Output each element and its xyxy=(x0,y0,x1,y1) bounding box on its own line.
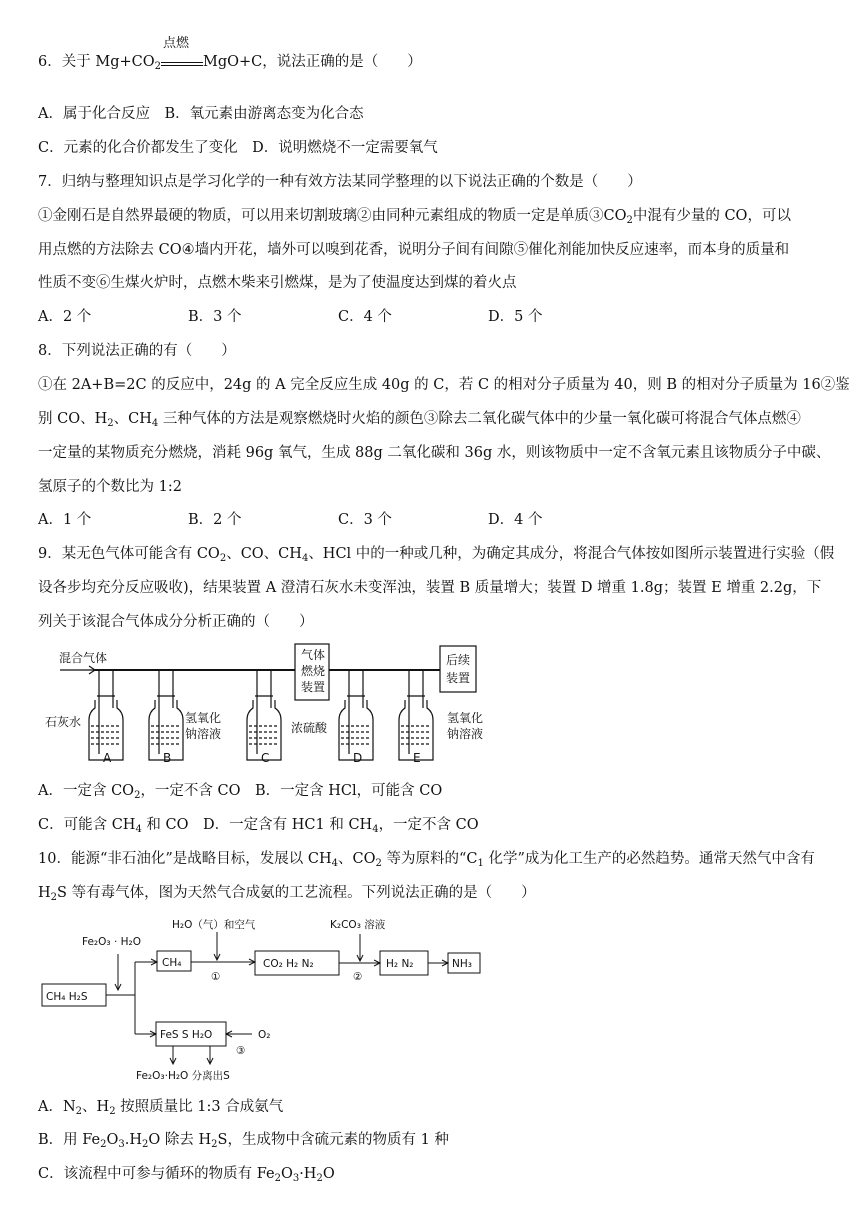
svg-text:O₂: O₂ xyxy=(258,1029,271,1041)
q10-stem-2: $H_2S$ 等有毒气体，图为天然气合成氨的工艺流程。下列说法正确的是（ ） xyxy=(38,885,536,903)
q8-body-4: 氢原子的个数比为 1:2 xyxy=(38,479,182,495)
svg-text:氢氧化: 氢氧化 xyxy=(447,711,484,725)
q9-options-2: C．可能含 $CH_4$ 和 CO D．一定含有 HC1 和 $CH_4$，一定不含 CO xyxy=(38,817,479,835)
q8-stem: 8．下列说法正确的有（ ） xyxy=(38,343,236,359)
q6-options-2: C．元素的化合价都发生了变化 D．说明燃烧不一定需要氧气 xyxy=(38,140,438,156)
q10-stem-1: 10．能源“非石油化”是战略目标，发展以 $CH_4$、$CO_2$ 等为原料的“$C_1$ 化学”成为化工生产的必然趋势。通常天然气中含有 xyxy=(38,851,815,869)
svg-text:A: A xyxy=(103,751,112,765)
q7-body-2: 用点燃的方法除去 CO④墙内开花，墙外可以嗅到花香，说明分子间有间隙⑤催化剂能加快反应速率，而本身的质量和 xyxy=(38,242,790,258)
q9-apparatus-diagram xyxy=(45,642,495,765)
q9-stem-2: 设各步均充分反应吸收)，结果装置 A 澄清石灰水未变浑浊，装置 B 质量增大；装置 D 增重 1.8g；装置 E 增重 2.2g，下 xyxy=(38,580,822,596)
q8-options xyxy=(38,510,836,530)
svg-text:钠溶液: 钠溶液 xyxy=(185,727,222,741)
q8-body-3: 一定量的某物质充分燃烧，消耗 96g 氧气，生成 88g 二氧化碳和 36g 水，则该物质中一定不含氧元素且该物质分子中碳、 xyxy=(38,445,831,461)
q7-body-3: 性质不变⑥生煤火炉时，点燃木柴来引燃煤，是为了使温度达到煤的着火点 xyxy=(38,275,517,291)
svg-text:CH₄ H₂S: CH₄ H₂S xyxy=(46,991,88,1003)
q7-option-b[interactable]: B．3 个 xyxy=(188,309,242,325)
svg-text:FeS S H₂O: FeS S H₂O xyxy=(160,1029,213,1041)
svg-text:石灰水: 石灰水 xyxy=(45,715,82,729)
svg-text:D: D xyxy=(353,751,363,765)
q10-option-c: C．该流程中可参与循环的物质有 $Fe_2O_3\cdot H_2O$ xyxy=(38,1166,335,1184)
svg-text:Fe₂O₃ · H₂O: Fe₂O₃ · H₂O xyxy=(82,936,141,948)
svg-text:C: C xyxy=(261,751,270,765)
q7-stem: 7．归纳与整理知识点是学习化学的一种有效方法某同学整理的以下说法正确的个数是（ ） xyxy=(38,174,642,190)
q9-stem-1: 9．某无色气体可能含有 $CO_2$、CO、$CH_4$、HCl 中的一种或几种，为确定其成分，将混合气体按如图所示装置进行实验（假 xyxy=(38,546,835,564)
q8-body-2: 别 CO、$H_2$、$CH_4$ 三种气体的方法是观察燃烧时火焰的颜色③除去二氧化碳气体中的少量一氧化碳可将混合气体点燃④ xyxy=(38,411,801,429)
svg-text:H₂O（气）和空气: H₂O（气）和空气 xyxy=(172,919,256,931)
reaction-condition: 点燃 xyxy=(161,52,203,72)
q9-options-1: A．一定含 $CO_2$，一定不含 CO B．一定含 HCl，可能含 CO xyxy=(38,783,443,801)
q6-stem: 6．关于 $Mg+CO_2$ 点燃 MgO+C，说法正确的是（ ） xyxy=(38,36,422,72)
q10-option-b: B．用 $Fe_2O_3.H_2O$ 除去 $H_2S$，生成物中含硫元素的物质有 1 种 xyxy=(38,1132,449,1150)
svg-text:燃烧: 燃烧 xyxy=(301,664,326,678)
q7-option-c[interactable]: C．4 个 xyxy=(338,309,392,325)
inlet-label: 混合气体 xyxy=(59,651,108,665)
q8-option-c[interactable]: C．3 个 xyxy=(338,512,392,528)
q8-option-d[interactable]: D．4 个 xyxy=(488,512,543,528)
svg-text:钠溶液: 钠溶液 xyxy=(447,727,484,741)
q7-option-a[interactable]: A．2 个 xyxy=(38,309,92,325)
q7-body-1: ①金刚石是自然界最硬的物质，可以用来切割玻璃②由同种元素组成的物质一定是单质$③CO_2$中混有少量的 CO，可以 xyxy=(38,208,791,226)
q8-body-1: ①在 2A+B=2C 的反应中，24g 的 A 完全反应生成 40g 的 C，若 C 的相对分子质量为 40，则 B 的相对分子质量为 16②鉴 xyxy=(38,377,850,393)
q10-process-flow-diagram xyxy=(40,912,510,1084)
svg-text:B: B xyxy=(163,751,172,765)
q7-option-d[interactable]: D．5 个 xyxy=(488,309,543,325)
q8-option-b[interactable]: B．2 个 xyxy=(188,512,242,528)
svg-text:氢氧化: 氢氧化 xyxy=(185,711,222,725)
svg-text:NH₃: NH₃ xyxy=(452,958,472,970)
q7-options xyxy=(38,307,836,327)
q8-option-a[interactable]: A．1 个 xyxy=(38,512,92,528)
svg-text:气体: 气体 xyxy=(301,648,326,662)
svg-text:装置: 装置 xyxy=(446,671,471,685)
svg-text:CH₄: CH₄ xyxy=(162,957,182,969)
q10-option-a: A．$N_2$、$H_2$ 按照质量比 1:3 合成氨气 xyxy=(38,1099,284,1117)
svg-text:浓硫酸: 浓硫酸 xyxy=(291,721,328,735)
q9-stem-3: 列关于该混合气体成分分析正确的（ ） xyxy=(38,614,314,630)
svg-text:CO₂ H₂ N₂: CO₂ H₂ N₂ xyxy=(263,958,314,970)
svg-text:③: ③ xyxy=(236,1045,246,1057)
svg-text:①: ① xyxy=(211,971,221,983)
svg-text:H₂ N₂: H₂ N₂ xyxy=(386,958,414,970)
svg-text:装置: 装置 xyxy=(301,680,326,694)
svg-text:后续: 后续 xyxy=(446,653,471,667)
svg-text:K₂CO₃ 溶液: K₂CO₃ 溶液 xyxy=(330,919,386,931)
svg-text:Fe₂O₃·H₂O 分离出S: Fe₂O₃·H₂O 分离出S xyxy=(136,1070,230,1082)
q6-options-1: A．属于化合反应 B．氧元素由游离态变为化合态 xyxy=(38,106,364,122)
svg-text:②: ② xyxy=(353,971,363,983)
svg-text:E: E xyxy=(413,751,421,765)
